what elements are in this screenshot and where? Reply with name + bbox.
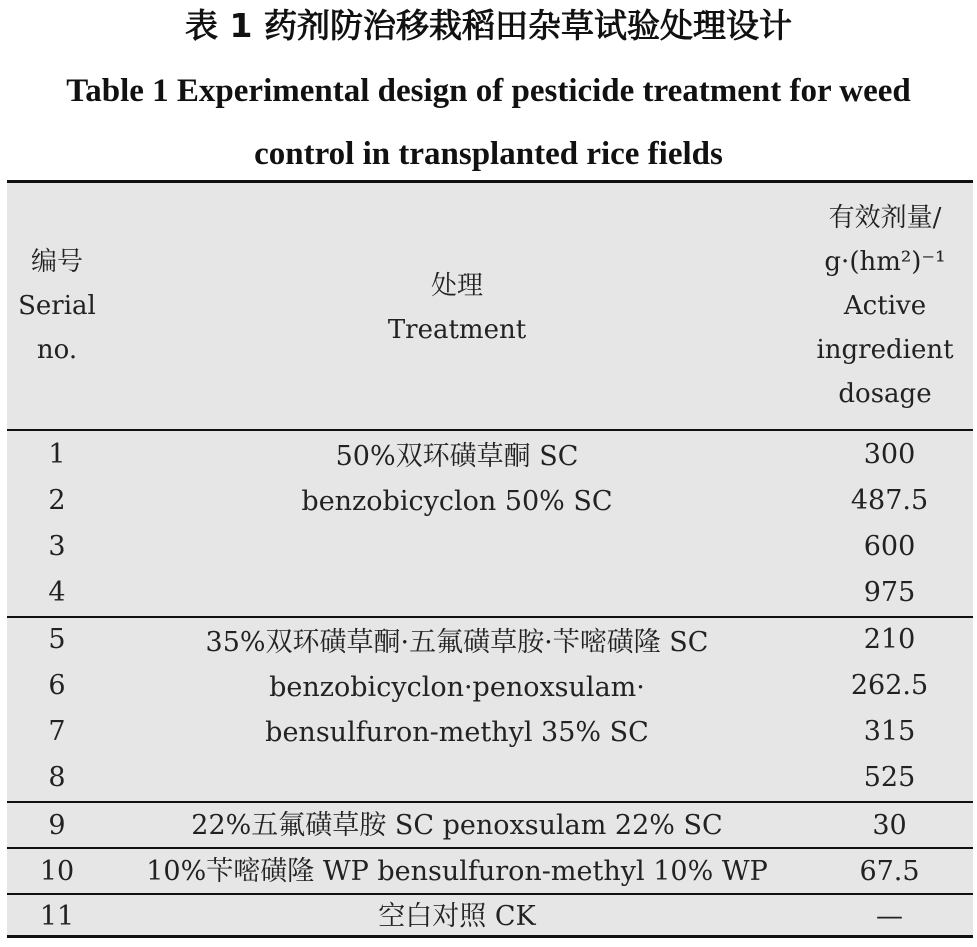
dosage-cell: 975 [863,577,916,608]
treatment-cell: bensulfuron-methyl 35% SC [265,717,649,748]
dosage-cell: 210 [863,624,916,655]
dosage-cell: 487.5 [850,485,929,516]
header-dosage-cn: 有效剂量/ [828,203,942,233]
dosage-cell: 30 [872,810,907,841]
header-serial-en2: no. [36,335,78,365]
serial-cell: 2 [48,485,66,516]
table-title-english-line2: control in transplanted rice fields [254,136,723,172]
dosage-cell: 315 [863,716,916,747]
header-serial-en1: Serial [18,291,96,321]
header-serial-cn: 编号 [30,247,83,277]
top-rule [7,180,973,183]
serial-cell: 8 [48,762,66,793]
header-treatment-cn: 处理 [430,271,483,301]
header-serial [7,240,107,372]
dosage-cell: 600 [863,531,916,562]
bottom-rule [7,935,973,938]
header-dosage-unit: g·(hm²)⁻¹ [824,247,946,277]
header-dosage-en1: Active [843,291,927,321]
header-dosage-en3: dosage [838,379,932,409]
table-title-chinese: 表 1 药剂防治移栽稻田杂草试验处理设计 [185,6,792,45]
dosage-cell: — [876,901,903,932]
header-dosage-en2: ingredient [816,335,954,365]
dosage-cell: 300 [863,439,916,470]
treatment-table [7,180,973,938]
header-rule [7,429,973,431]
header-treatment [107,264,807,352]
serial-cell: 6 [48,670,66,701]
treatment-cell: benzobicyclon·penoxsulam· [269,672,645,703]
header-treatment-en: Treatment [387,315,527,345]
serial-cell: 11 [39,901,75,932]
treatment-cell: 10%苄嘧磺隆 WP bensulfuron-methyl 10% WP [146,856,768,887]
serial-cell: 10 [39,856,75,887]
serial-cell: 9 [48,810,66,841]
treatment-cell: 空白对照 CK [378,901,536,932]
header-dosage [797,196,973,416]
treatment-cell: benzobicyclon 50% SC [301,486,613,517]
treatment-cell: 35%双环磺草酮·五氟磺草胺·苄嘧磺隆 SC [205,627,709,658]
table-title-english-line1: Table 1 Experimental design of pesticide treatment for weed [66,73,911,109]
serial-cell: 1 [48,439,66,470]
serial-cell: 4 [48,577,66,608]
dosage-cell: 67.5 [859,856,920,887]
dosage-cell: 262.5 [850,670,929,701]
serial-cell: 3 [48,531,66,562]
treatment-cell: 22%五氟磺草胺 SC penoxsulam 22% SC [191,810,723,841]
treatment-cell: 50%双环磺草酮 SC [335,441,579,472]
serial-cell: 7 [48,716,66,747]
dosage-cell: 525 [863,762,916,793]
serial-cell: 5 [48,624,66,655]
